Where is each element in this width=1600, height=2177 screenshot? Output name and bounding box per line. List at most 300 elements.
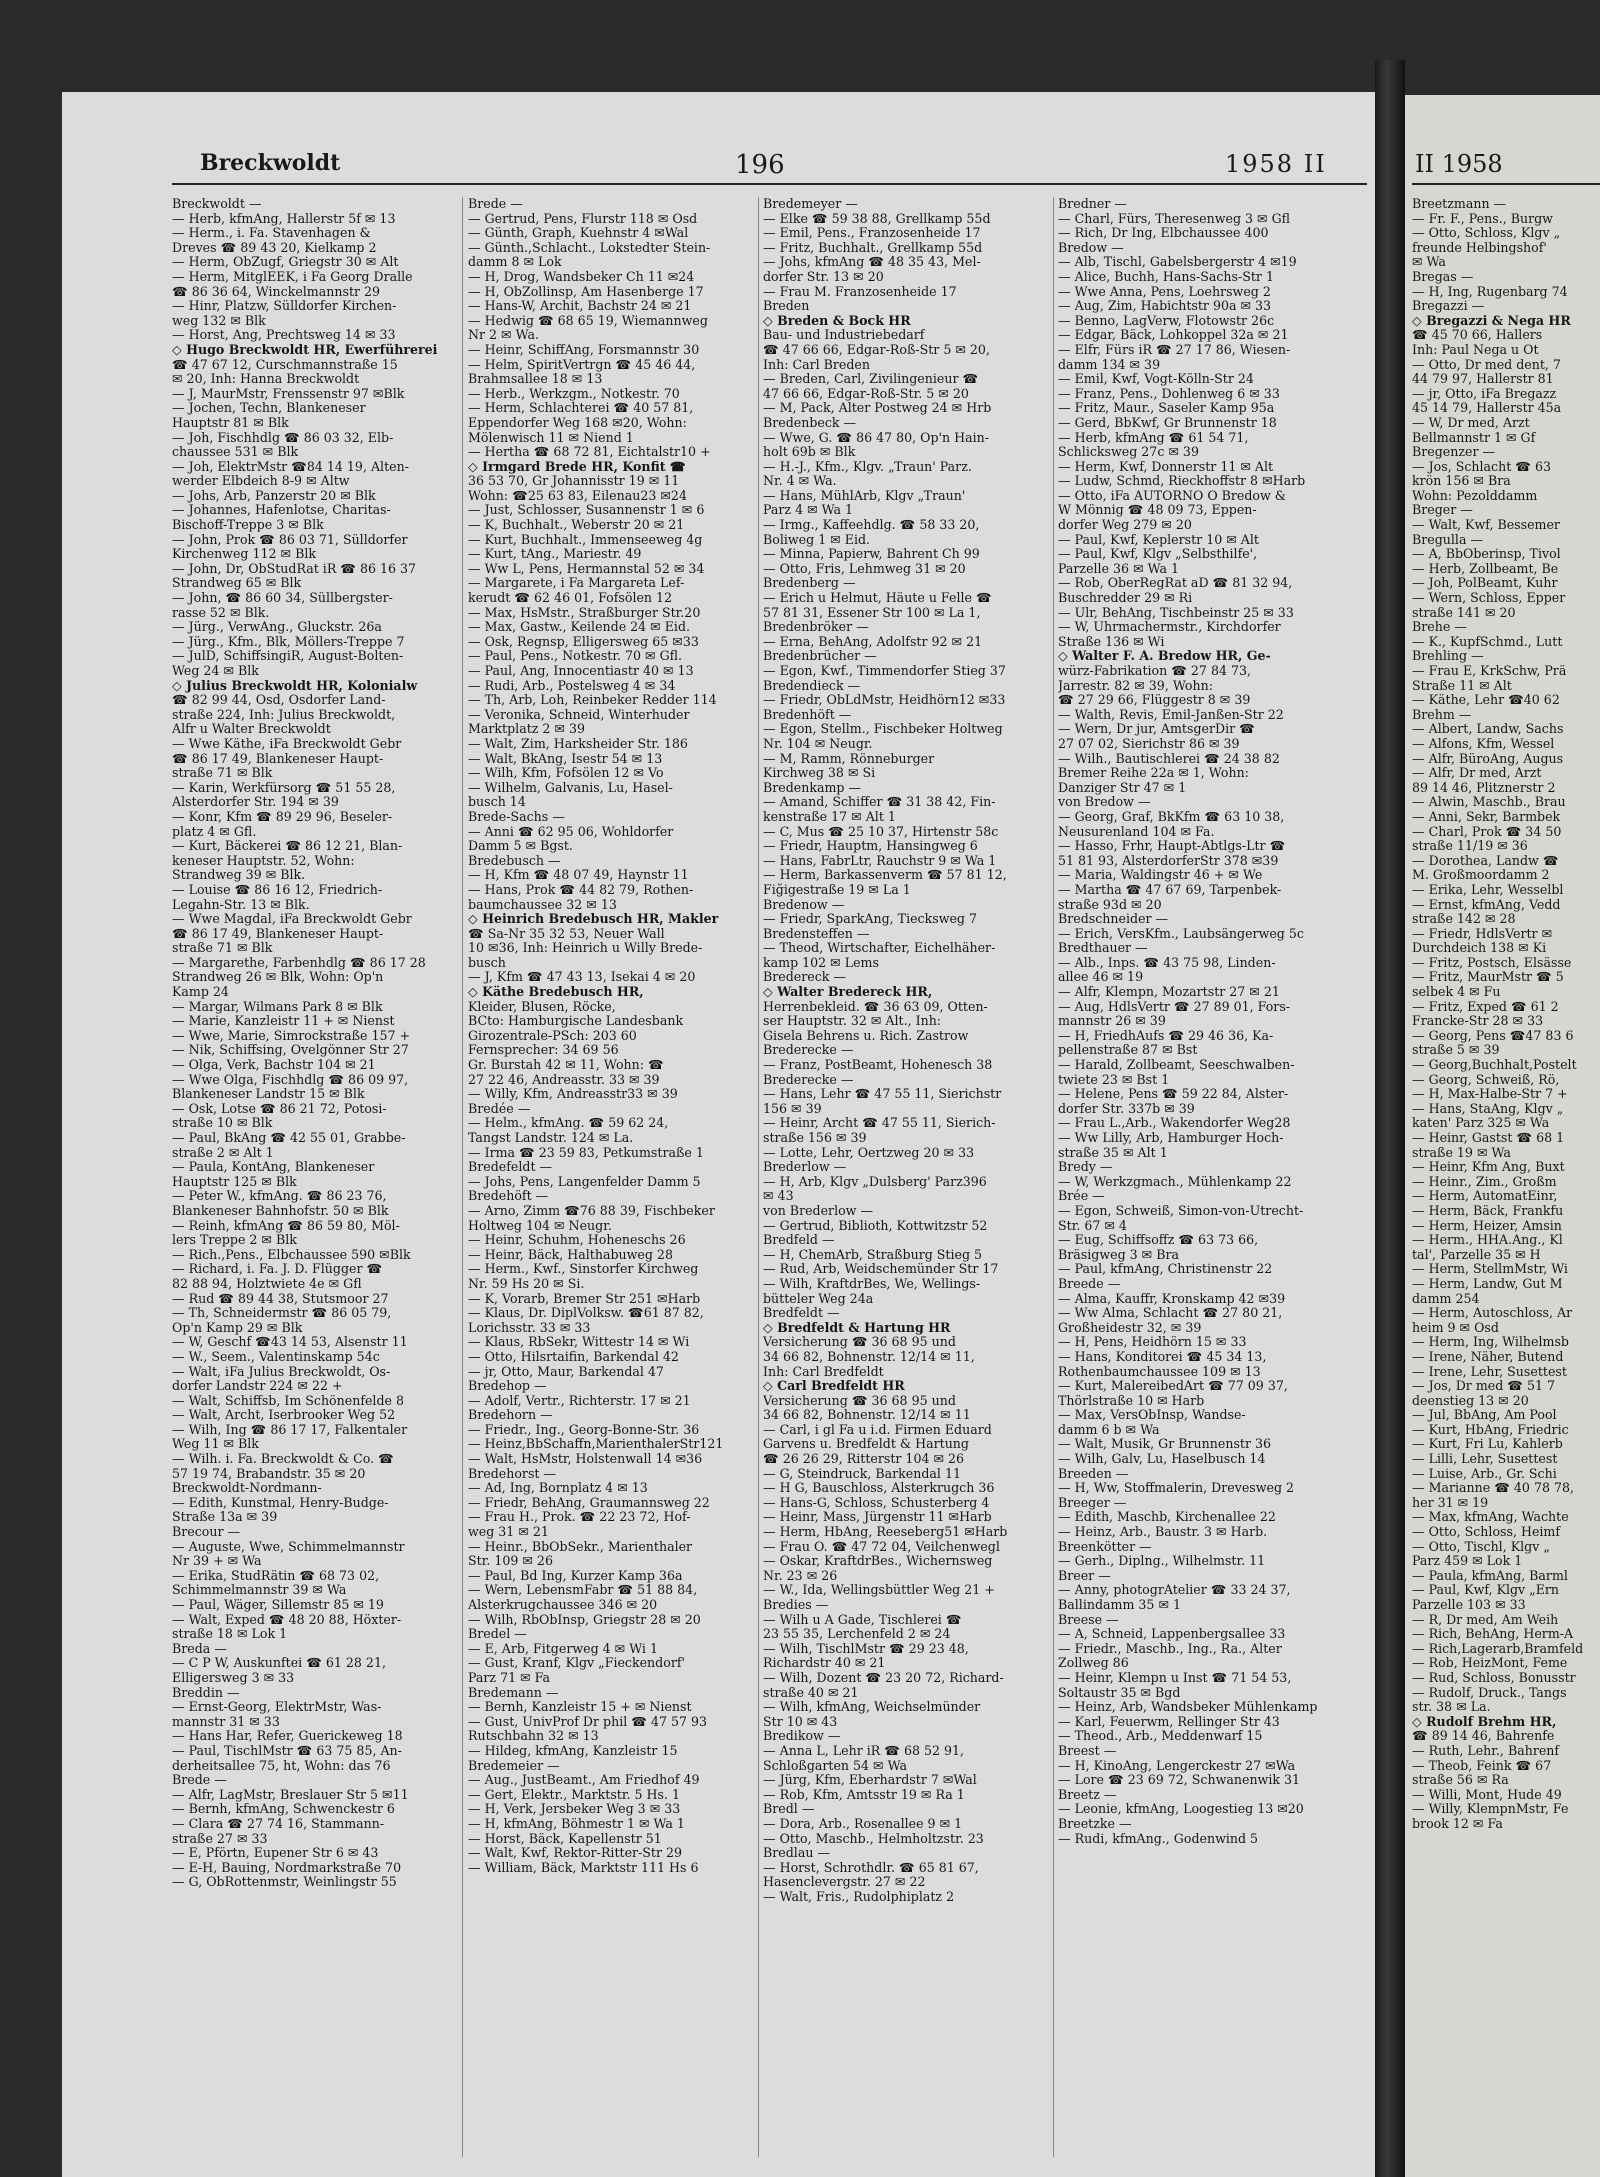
- directory-entry-line: — C P W, Auskunftei ☎ 61 28 21,: [172, 1656, 386, 1671]
- directory-entry-line: — Willy, Kfm, Andreasstr33 ✉ 39: [468, 1087, 678, 1102]
- directory-entry-line: Brede-Sachs —: [468, 809, 565, 824]
- directory-entry-line: — Herm, Landw, Gut M: [1412, 1276, 1563, 1291]
- directory-entry-line: freunde Helbingshof': [1412, 240, 1547, 255]
- directory-entry-line: — Hedwig ☎ 68 65 19, Wiemannweg: [468, 313, 708, 328]
- directory-entry-line: ☎ Sa-Nr 35 32 53, Neuer Wall: [468, 926, 665, 941]
- directory-entry-line: — Wilh, KraftdrBes, We, Wellings-: [763, 1276, 981, 1291]
- directory-entry-line: Bredenbeck —: [763, 415, 857, 430]
- directory-entry-line: — Benno, LagVerw, Flotowstr 26c: [1058, 313, 1275, 328]
- directory-entry-line: W Mönnig ☎ 48 09 73, Eppen-: [1058, 503, 1257, 518]
- directory-entry-line: — Paul, Kwf, Klgv „Selbsthilfe',: [1058, 547, 1258, 562]
- book-spine: [1375, 60, 1405, 2177]
- directory-entry-line: Richardstr 40 ✉ 21: [763, 1656, 886, 1671]
- directory-entry-line: krön 156 ✉ Bra: [1412, 474, 1511, 489]
- directory-entry-line: Nr. 104 ✉ Neugr.: [763, 736, 873, 751]
- directory-entry-line: — Wern, LebensmFabr ☎ 51 88 84,: [468, 1583, 698, 1598]
- directory-entry-line: — Th, Arb, Loh, Reinbeker Redder 114: [468, 693, 717, 708]
- directory-entry-line: — Martha ☎ 47 67 69, Tarpenbek-: [1058, 882, 1282, 897]
- directory-entry-line: — John, ☎ 86 60 34, Süllbergster-: [172, 591, 393, 606]
- directory-entry-line: — Dora, Arb., Rosenallee 9 ✉ 1: [763, 1816, 963, 1831]
- directory-entry-line: — Ernst-Georg, ElektrMstr, Was-: [172, 1700, 382, 1715]
- directory-entry-line: — E-H, Bauing, Nordmarkstraße 70: [172, 1860, 402, 1875]
- directory-entry-line: — K., KupfSchmd., Lutt: [1412, 634, 1563, 649]
- directory-entry-line: chaussee 531 ✉ Blk: [172, 445, 299, 460]
- directory-entry-line: — Hertha ☎ 68 72 81, Eichtalstr10 +: [468, 445, 711, 460]
- directory-entry-line: — Hans, StaAng, Klgv „: [1412, 1101, 1564, 1116]
- directory-entry-line: ☎ 86 36 64, Winckelmannstr 29: [172, 284, 381, 299]
- directory-entry-line: — Walt, Zim, Harksheider Str. 186: [468, 736, 688, 751]
- directory-entry-line: — H, Ing, Rugenbarg 74: [1412, 284, 1568, 299]
- facing-year-volume: II 1958: [1415, 150, 1503, 178]
- directory-entry-line: — Hasso, Frhr, Haupt-Abtlgs-Ltr ☎: [1058, 839, 1286, 854]
- directory-entry-line: — Paul, Ang, Innocentiastr 40 ✉ 13: [468, 664, 694, 678]
- directory-entry-line: Tangst Landstr. 124 ✉ La.: [468, 1131, 634, 1145]
- directory-entry-line: — Wilh, Galv, Lu, Haselbusch 14: [1058, 1452, 1266, 1467]
- directory-entry-line: — Hans, Prok ☎ 44 82 79, Rothen-: [468, 882, 694, 897]
- running-head-name: Breckwoldt: [200, 150, 341, 176]
- directory-entry-line: Nr. 4 ✉ Wa.: [763, 474, 837, 489]
- directory-entry-line: — Wwe Käthe, iFa Breckwoldt Gebr: [172, 736, 402, 751]
- directory-entry-line: Strandweg 39 ✉ Blk.: [172, 868, 306, 883]
- directory-entry-line: — Louise ☎ 86 16 12, Friedrich-: [172, 882, 383, 897]
- directory-entry-line: — H, Ww, Stoffmalerin, Drevesweg 2: [1058, 1481, 1295, 1496]
- directory-column-1: [172, 197, 457, 2162]
- directory-entry-line: Schloßgarten 54 ✉ Wa: [763, 1758, 907, 1773]
- directory-entry-line: — Alma, Kauffr, Kronskamp 42 ✉39: [1058, 1291, 1286, 1306]
- directory-entry-line: Str 10 ✉ 43: [763, 1714, 838, 1729]
- directory-entry-line: Parzelle 103 ✉ 33: [1412, 1598, 1526, 1612]
- directory-entry-line: ☎ 86 17 49, Blankeneser Haupt-: [172, 926, 384, 941]
- directory-entry-line: — Alwin, Maschb., Brau: [1412, 795, 1566, 810]
- directory-entry-line: — Paula, KontAng, Blankeneser: [172, 1160, 375, 1175]
- directory-entry-line: 89 14 46, Plitznerstr 2: [1412, 780, 1556, 795]
- directory-entry-line: Bredner —: [1058, 197, 1127, 211]
- directory-entry-line: — A, BbOberinsp, Tivol: [1412, 547, 1561, 562]
- directory-entry-line: 27 22 46, Andreasstr. 33 ✉ 39: [468, 1072, 660, 1087]
- directory-entry-line: — Herm., Kwf., Sinstorfer Kirchweg: [468, 1262, 699, 1277]
- directory-entry-line: Elligersweg 3 ✉ 33: [172, 1670, 295, 1685]
- directory-entry-line: — Joh, PolBeamt, Kuhr: [1412, 576, 1558, 591]
- directory-entry-line: — Paul, Kwf, Keplerstr 10 ✉ Alt: [1058, 532, 1259, 547]
- directory-entry-line: Holtweg 104 ✉ Neugr.: [468, 1218, 612, 1233]
- directory-entry-line: — W, Uhrmachermstr., Kirchdorfer: [1058, 620, 1281, 635]
- directory-entry-line: — John, Dr, ObStudRat iR ☎ 86 16 37: [172, 561, 417, 576]
- directory-entry-line: Inh: Paul Nega u Ot: [1412, 342, 1539, 357]
- directory-entry-line: — Otto, Dr med dent, 7: [1412, 357, 1561, 372]
- directory-entry-line: Gr. Burstah 42 ✉ 11, Wohn: ☎: [468, 1058, 664, 1073]
- directory-entry-line: — Reinh, kfmAng ☎ 86 59 80, Möl-: [172, 1218, 400, 1233]
- directory-entry-line: — Auguste, Wwe, Schimmelmannstr: [172, 1539, 405, 1554]
- directory-entry-line: — Jos, Schlacht ☎ 63: [1412, 459, 1551, 474]
- directory-entry-line: — Jochen, Techn, Blankeneser: [172, 401, 366, 416]
- directory-entry-line: straße 224, Inh: Julius Breckwoldt,: [172, 707, 396, 722]
- directory-entry-line: Dreves ☎ 89 43 20, Kielkamp 2: [172, 240, 377, 255]
- directory-entry-line: — Ww Alma, Schlacht ☎ 27 80 21,: [1058, 1306, 1283, 1321]
- directory-entry-line: 27 07 02, Sierichstr 86 ✉ 39: [1058, 736, 1240, 751]
- directory-entry-line: straße 142 ✉ 28: [1412, 912, 1516, 927]
- directory-entry-line: — Theob, Feink ☎ 67: [1412, 1758, 1552, 1773]
- directory-entry-line: — Lore ☎ 23 69 72, Schwanenwik 31: [1058, 1773, 1301, 1788]
- directory-entry-line: — Walt, Kwf, Rektor-Ritter-Str 29: [468, 1846, 683, 1861]
- directory-entry-line: — W, Geschf ☎43 14 53, Alsenstr 11: [172, 1335, 408, 1350]
- directory-entry-line: Rothenbaumchaussee 109 ✉ 13: [1058, 1364, 1261, 1379]
- directory-entry-line: — Paul, TischlMstr ☎ 63 75 85, An-: [172, 1743, 402, 1758]
- directory-entry-line: Inh: Carl Breden: [763, 357, 870, 372]
- directory-entry-line: Nr 2 ✉ Wa.: [468, 328, 539, 343]
- directory-entry-line: — Paul, Kwf, Klgv „Ern: [1412, 1583, 1560, 1598]
- directory-entry-line: — Walt, HsMstr, Holstenwall 14 ✉36: [468, 1452, 703, 1467]
- directory-entry-line: rasse 52 ✉ Blk.: [172, 605, 270, 620]
- directory-entry-line: — Kurt, tAng., Mariestr. 49: [468, 547, 642, 562]
- directory-entry-line: — Rich.,Pens., Elbchaussee 590 ✉Blk: [172, 1247, 411, 1262]
- directory-entry-line: damm 254: [1412, 1291, 1480, 1306]
- directory-entry-line: Fiğigestraße 19 ✉ La 1: [763, 882, 911, 897]
- directory-entry-line: — Aug., JustBeamt., Am Friedhof 49: [468, 1773, 700, 1788]
- directory-entry-line: — Aug, Zim, Habichtstr 90a ✉ 33: [1058, 299, 1272, 314]
- directory-entry-line: — Wern, Dr jur, AmtsgerDir ☎: [1058, 722, 1255, 737]
- directory-entry-line: Breer —: [1058, 1568, 1111, 1583]
- directory-entry-line: — Wilh, Ing ☎ 86 17 17, Falkentaler: [172, 1422, 408, 1437]
- directory-entry-line: Bredschneider —: [1058, 912, 1169, 927]
- directory-entry-line: — Heinr, Gastst ☎ 68 1: [1412, 1131, 1565, 1145]
- directory-entry-line: Bredy —: [1058, 1160, 1113, 1175]
- directory-entry-line: Straße 13a ✉ 39: [172, 1510, 278, 1525]
- directory-entry-line: kerudt ☎ 62 46 01, Fofsölen 12: [468, 591, 673, 606]
- directory-entry-line: — Walth, Revis, Emil-Janßen-Str 22: [1058, 707, 1284, 722]
- directory-column-3: [763, 197, 1048, 2162]
- directory-entry-line: — Käthe, Lehr ☎40 62: [1412, 693, 1560, 708]
- directory-entry-line: — Elfr, Fürs iR ☎ 27 17 86, Wiesen-: [1058, 342, 1291, 357]
- directory-entry-line: — Heinz, Arb, Wandsbeker Mühlenkamp: [1058, 1700, 1318, 1715]
- directory-entry-line: — Irene, Näher, Butend: [1412, 1349, 1564, 1364]
- directory-entry-line: — M, Pack, Alter Postweg 24 ✉ Hrb: [763, 401, 992, 416]
- directory-entry-line: — Herm., HHA.Ang., Kl: [1412, 1233, 1563, 1248]
- directory-entry-line: ✉ 43: [763, 1189, 794, 1204]
- directory-entry-line: Strandweg 65 ✉ Blk: [172, 576, 302, 591]
- directory-entry-line: 36 53 70, Gr Johannisstr 19 ✉ 11: [468, 474, 680, 489]
- directory-entry-line: von Brederlow —: [763, 1203, 874, 1218]
- directory-entry-line: Bau- und Industriebedarf: [763, 328, 925, 343]
- directory-entry-line: — Rud, Arb, Weidschemünder Str 17: [763, 1262, 999, 1277]
- directory-entry-line: — Erika, StudRätin ☎ 68 73 02,: [172, 1568, 380, 1583]
- directory-entry-line: bütteler Weg 24a: [763, 1291, 874, 1306]
- directory-entry-line: — Breden, Carl, Zivilingenieur ☎: [763, 372, 979, 387]
- directory-entry-line: — Kurt, Bäckerei ☎ 86 12 21, Blan-: [172, 839, 403, 854]
- directory-entry-line: Thörlstraße 10 ✉ Harb: [1058, 1393, 1205, 1408]
- directory-entry-line: — Anni ☎ 62 95 06, Wohldorfer: [468, 824, 674, 839]
- directory-entry-line: Bredenbrücher —: [763, 649, 877, 664]
- directory-entry-line: — Herm, MitglEEK, i Fa Georg Dralle: [172, 269, 413, 284]
- directory-entry-line: mannstr 26 ✉ 39: [1058, 1014, 1166, 1029]
- directory-entry-line: derheitsallee 75, ht, Wohn: das 76: [172, 1758, 391, 1773]
- directory-entry-line: — Wwe Anna, Pens, Loehrsweg 2: [1058, 284, 1271, 299]
- directory-entry-line: straße 35 ✉ Alt 1: [1058, 1145, 1168, 1160]
- directory-entry-line: Blankeneser Bahnhofstr. 50 ✉ Blk: [172, 1203, 389, 1218]
- directory-entry-line: Bredfeldt —: [763, 1306, 840, 1321]
- directory-entry-line: — Emil, Kwf, Vogt-Kölln-Str 24: [1058, 372, 1254, 387]
- directory-entry-line: — Herb., Werkzgm., Notkestr. 70: [468, 386, 680, 401]
- directory-entry-line: weg 132 ✉ Blk: [172, 313, 266, 328]
- directory-entry-line: — H, FriedhAufs ☎ 29 46 36, Ka-: [1058, 1028, 1274, 1043]
- directory-entry-line: Bredikow —: [763, 1729, 841, 1744]
- directory-entry-line: von Bredow —: [1058, 795, 1151, 810]
- directory-entry-line: Ballindamm 35 ✉ 1: [1058, 1598, 1182, 1612]
- directory-entry-line: Brederecke —: [763, 1043, 854, 1058]
- directory-entry-line: dorfer Str. 13 ✉ 20: [763, 269, 884, 284]
- directory-entry-line: Bischoff-Treppe 3 ✉ Blk: [172, 518, 324, 533]
- directory-entry-line: — Anni, Sekr, Barmbek: [1412, 809, 1561, 824]
- directory-entry-line: Bredenberg —: [763, 576, 856, 591]
- directory-entry-line: — H, ChemArb, Straßburg Stieg 5: [763, 1247, 983, 1262]
- directory-entry-line: — Alfr, LagMstr, Breslauer Str 5 ✉11: [172, 1787, 409, 1802]
- directory-entry-line: Versicherung ☎ 36 68 95 und: [763, 1393, 956, 1408]
- directory-entry-line: straße 10 ✉ Blk: [172, 1116, 273, 1131]
- directory-entry-line: busch 14: [468, 795, 526, 810]
- directory-entry-line: — Gerd, BbKwf, Gr Brunnenstr 18: [1058, 415, 1277, 430]
- directory-entry-line: damm 8 ✉ Lok: [468, 255, 562, 270]
- directory-entry-line: Bredthauer —: [1058, 941, 1148, 956]
- directory-entry-line: — Herm, Schlachterei ☎ 40 57 81,: [468, 401, 694, 416]
- directory-entry-line: — Irmg., Kaffeehdlg. ☎ 58 33 20,: [763, 518, 980, 533]
- directory-entry-line: Bredebusch —: [468, 853, 561, 868]
- directory-entry-line: — Herb, kfmAng, Hallerstr 5f ✉ 13: [172, 211, 396, 226]
- directory-entry-line: — Gert, Elektr., Marktstr. 5 Hs. 1: [468, 1787, 680, 1802]
- directory-entry-line: — Rudi, kfmAng., Godenwind 5: [1058, 1831, 1259, 1846]
- directory-entry-line: — G, ObRottenmstr, Weinlingstr 55: [172, 1875, 397, 1890]
- directory-entry-line: — Günth.,Schlacht., Lokstedter Stein-: [468, 240, 711, 255]
- directory-entry-line: — Kurt, MalereibedArt ☎ 77 09 37,: [1058, 1379, 1288, 1394]
- directory-entry-line: damm 6 b ✉ Wa: [1058, 1422, 1160, 1437]
- directory-entry-line: — Rich, Dr Ing, Elbchaussee 400: [1058, 226, 1269, 241]
- directory-entry-line: 57 81 31, Essener Str 100 ✉ La 1,: [763, 605, 981, 620]
- directory-entry-line: — Gust, UnivProf Dr phil ☎ 47 57 93: [468, 1714, 708, 1729]
- directory-entry-line: — Rob, HeizMont, Feme: [1412, 1656, 1568, 1671]
- directory-entry-line: — Margar, Wilmans Park 8 ✉ Blk: [172, 999, 383, 1014]
- directory-entry-line: Bredefeldt —: [468, 1160, 553, 1175]
- directory-entry-line: Bredemann —: [468, 1685, 559, 1700]
- directory-entry-line: — Heinr., BbObSekr., Marienthaler: [468, 1539, 693, 1554]
- directory-entry-line: — W., Ida, Wellingsbüttler Weg 21 +: [763, 1583, 995, 1598]
- directory-entry-line: — Hinr, Platzw, Sülldorfer Kirchen-: [172, 299, 397, 314]
- directory-entry-line: — Gust, Kranf, Klgv „Fieckendorf': [468, 1656, 685, 1671]
- directory-entry-line: — Johs, Arb, Panzerstr 20 ✉ Blk: [172, 488, 376, 503]
- directory-entry-line: — Herm, Ing, Wilhelmsb: [1412, 1335, 1569, 1350]
- directory-entry-line: — Max, Gastw., Keilende 24 ✉ Eid.: [468, 620, 691, 635]
- directory-entry-line: — Kurt, Fri Lu, Kahlerb: [1412, 1437, 1563, 1452]
- directory-entry-line: Brede —: [468, 197, 523, 211]
- directory-entry-line: — Hans, FabrLtr, Rauchstr 9 ✉ Wa 1: [763, 853, 997, 868]
- directory-entry-line: — Wilh, Kfm, Fofsölen 12 ✉ Vo: [468, 766, 664, 781]
- directory-entry-line: Bredemeier —: [468, 1758, 560, 1773]
- directory-entry-line: — H, Verk, Jersbeker Weg 3 ✉ 33: [468, 1802, 681, 1817]
- directory-entry-line: — Leonie, kfmAng, Loogestieg 13 ✉20: [1058, 1802, 1304, 1817]
- directory-entry-line: — Otto, Schloss, Klgv „: [1412, 226, 1561, 241]
- directory-entry-line: — Gertrud, Pens, Flurstr 118 ✉ Osd: [468, 211, 698, 226]
- directory-entry-line: dorfer Landstr 224 ✉ 22 +: [172, 1379, 343, 1394]
- directory-entry-line: — Ad, Ing, Bornplatz 4 ✉ 13: [468, 1481, 648, 1496]
- directory-entry-line: — Anny, photogrAtelier ☎ 33 24 37,: [1058, 1583, 1291, 1598]
- directory-entry-line: Bredendieck —: [763, 678, 861, 693]
- directory-entry-line: — Frau H., Prok. ☎ 22 23 72, Hof-: [468, 1510, 691, 1525]
- directory-entry-line: Bredehop —: [468, 1379, 547, 1394]
- directory-entry-line: werder Elbdeich 8-9 ✉ Altw: [172, 474, 350, 489]
- directory-entry-line: — Charl, Fürs, Theresenweg 3 ✉ Gfl: [1058, 211, 1291, 226]
- directory-entry-line: — Georg, Schweiß, Rö,: [1412, 1072, 1560, 1087]
- directory-entry-line: — Horst, Ang, Prechtsweg 14 ✉ 33: [172, 328, 396, 343]
- directory-entry-line: — Paul, Wäger, Sillemstr 85 ✉ 19: [172, 1598, 384, 1612]
- directory-entry-line: Op'n Kamp 29 ✉ Blk: [172, 1320, 303, 1335]
- directory-entry-line: — H, KinoAng, Lengerckestr 27 ✉Wa: [1058, 1758, 1296, 1773]
- directory-entry-line: Kleider, Blusen, Röcke,: [468, 999, 616, 1014]
- directory-entry-line: — Herm, Heizer, Amsin: [1412, 1218, 1562, 1233]
- directory-entry-line: Bregenzer —: [1412, 445, 1496, 460]
- directory-entry-line: Brederlow —: [763, 1160, 847, 1175]
- directory-entry-line: Legahn-Str. 13 ✉ Blk.: [172, 897, 310, 912]
- directory-entry-line: — Max, kfmAng, Wachte: [1412, 1510, 1569, 1525]
- directory-entry-line: straße 56 ✉ Ra: [1412, 1773, 1509, 1788]
- directory-entry-line: Bräsigweg 3 ✉ Bra: [1058, 1247, 1179, 1262]
- directory-entry-line: Breetzmann —: [1412, 197, 1507, 211]
- directory-entry-line: — Wilh, RbObInsp, Griegstr 28 ✉ 20: [468, 1612, 701, 1627]
- directory-entry-line: straße 2 ✉ Alt 1: [172, 1145, 274, 1160]
- directory-entry-line: — H, Max-Halbe-Str 7 +: [1412, 1087, 1568, 1102]
- directory-entry-line: — Carl, i gl Fa u i.d. Firmen Eduard: [763, 1422, 992, 1437]
- directory-entry-line: — Otto, Fris, Lehmweg 31 ✉ 20: [763, 561, 966, 576]
- directory-entry-line: — Irene, Lehr, Susettest: [1412, 1364, 1567, 1379]
- directory-entry-line: Hauptstr 125 ✉ Blk: [172, 1174, 297, 1189]
- directory-entry-line: — Walt, Kwf, Bessemer: [1412, 518, 1560, 533]
- directory-entry-line: Bregas —: [1412, 269, 1474, 284]
- directory-entry-line: — Herm, Kwf, Donnerstr 11 ✉ Alt: [1058, 459, 1274, 474]
- directory-entry-line: Straße 11 ✉ Alt: [1412, 678, 1512, 693]
- directory-entry-line: Herrenbekleid. ☎ 36 63 09, Otten-: [763, 999, 988, 1014]
- directory-entry-line: Bredensteffen —: [763, 926, 870, 941]
- facing-header-rule: [1412, 183, 1600, 185]
- directory-entry-line: — Minna, Papierw, Bahrent Ch 99: [763, 547, 980, 562]
- directory-entry-line: — JulD, SchiffsingiR, August-Bolten-: [172, 649, 404, 664]
- directory-entry-line: — Friedr, BehAng, Graumannsweg 22: [468, 1495, 710, 1510]
- directory-entry-line: brook 12 ✉ Fa: [1412, 1816, 1503, 1831]
- directory-entry-line: Blankeneser Landstr 15 ✉ Blk: [172, 1087, 365, 1102]
- directory-entry-line: — Jürg, Kfm, Eberhardstr 7 ✉Wal: [763, 1773, 977, 1788]
- directory-entry-line: — Ernst, kfmAng, Vedd: [1412, 897, 1561, 912]
- directory-entry-line: Straße 136 ✉ Wi: [1058, 634, 1165, 649]
- directory-entry-line: — Friedr, ObLdMstr, Heidhörn12 ✉33: [763, 693, 1006, 708]
- directory-entry-line: Bredfeld —: [763, 1233, 835, 1248]
- directory-entry-line: — Johs, Pens, Langenfelder Damm 5: [468, 1174, 701, 1189]
- directory-entry-line: — Wwe, G. ☎ 86 47 80, Op'n Hain-: [763, 430, 990, 445]
- directory-entry-line: — Herb, Zollbeamt, Be: [1412, 561, 1559, 576]
- directory-entry-line: — Egon, Schweiß, Simon-von-Utrecht-: [1058, 1203, 1304, 1218]
- directory-entry-line: — Franz, Pens., Dohlenweg 6 ✉ 33: [1058, 386, 1280, 401]
- directory-entry-line: — Helene, Pens ☎ 59 22 84, Alster-: [1058, 1087, 1289, 1102]
- directory-entry-line: — Irma ☎ 23 59 83, Petkumstraße 1: [468, 1145, 704, 1160]
- directory-entry-line: Durchdeich 138 ✉ Ki: [1412, 941, 1547, 956]
- directory-entry-line: — W., Seem., Valentinskamp 54c: [172, 1349, 380, 1364]
- directory-entry-line: — Friedr, SparkAng, Tiecksweg 7: [763, 912, 978, 927]
- directory-entry-line: Versicherung ☎ 36 68 95 und: [763, 1335, 956, 1350]
- directory-entry-line: — Jul, BbAng, Am Pool: [1412, 1408, 1557, 1423]
- directory-entry-line: ☎ 45 70 66, Hallers: [1412, 328, 1543, 343]
- directory-entry-line: — Fritz, Exped ☎ 61 2: [1412, 999, 1559, 1014]
- directory-entry-line: — Herm, AutomatEinr,: [1412, 1189, 1558, 1204]
- directory-entry-line: Nr. 59 Hs 20 ✉ Si.: [468, 1276, 585, 1291]
- directory-entry-line: — A, Schneid, Lappenbergsallee 33: [1058, 1627, 1286, 1642]
- directory-entry-line: — Veronika, Schneid, Winterhuder: [468, 707, 690, 722]
- directory-entry-line: 34 66 82, Bohnenstr. 12/14 ✉ 11,: [763, 1349, 975, 1364]
- directory-entry-line: — W, Werkzgmach., Mühlenkamp 22: [1058, 1174, 1292, 1189]
- directory-entry-line: keneser Hauptstr. 52, Wohn:: [172, 853, 355, 868]
- directory-entry-line: — Erich u Helmut, Häute u Felle ☎: [763, 591, 992, 606]
- directory-entry-line: Inh: Carl Bredfeldt: [763, 1364, 884, 1379]
- directory-entry-line: Brahmsallee 18 ✉ 13: [468, 372, 603, 387]
- directory-entry-line: Breckwoldt-Nordmann-: [172, 1481, 322, 1496]
- directory-entry-line: — Herm, ObZugf, Griegstr 30 ✉ Alt: [172, 255, 399, 270]
- directory-entry-line: — Fr. F., Pens., Burgw: [1412, 211, 1553, 226]
- directory-entry-line: 47 66 66, Edgar-Roß-Str. 5 ✉ 20: [763, 386, 969, 401]
- directory-entry-line: — Helm, SpiritVertrgn ☎ 45 46 44,: [468, 357, 696, 372]
- directory-entry-line: — Wilh. i. Fa. Breckwoldt & Co. ☎: [172, 1452, 394, 1467]
- directory-entry-line: — Alice, Buchh, Hans-Sachs-Str 1: [1058, 269, 1274, 284]
- directory-entry-line: ◇ Carl Bredfeldt HR: [763, 1379, 905, 1394]
- directory-entry-line: — Paul, kfmAng, Christinenstr 22: [1058, 1262, 1273, 1277]
- directory-entry-line: damm 134 ✉ 39: [1058, 357, 1161, 372]
- year-volume: 1958 II: [1225, 150, 1327, 178]
- directory-entry-line: Lorichsstr. 33 ✉ 33: [468, 1320, 591, 1335]
- directory-entry-line: straße 19 ✉ Wa: [1412, 1145, 1511, 1160]
- directory-entry-line: — Alb, Tischl, Gabelsbergerstr 4 ✉19: [1058, 255, 1297, 270]
- directory-entry-line: Breeger —: [1058, 1495, 1127, 1510]
- directory-entry-line: BCto: Hamburgische Landesbank: [468, 1014, 684, 1029]
- facing-page-column: [1412, 197, 1600, 2162]
- directory-entry-line: straße 141 ✉ 20: [1412, 605, 1516, 620]
- directory-entry-line: — Albert, Landw, Sachs: [1412, 722, 1564, 737]
- directory-entry-line: — Wilh, TischlMstr ☎ 29 23 48,: [763, 1641, 969, 1656]
- directory-entry-line: — Klaus, Dr. DiplVolksw. ☎61 87 82,: [468, 1306, 704, 1321]
- directory-entry-line: Breese —: [1058, 1612, 1119, 1627]
- directory-entry-line: ✉ 20, Inh: Hanna Breckwoldt: [172, 372, 360, 387]
- directory-entry-line: Bredl —: [763, 1802, 815, 1817]
- directory-entry-line: Bredow —: [1058, 240, 1124, 255]
- directory-entry-line: — Erich, VersKfm., Laubsängerweg 5c: [1058, 926, 1304, 941]
- directory-entry-line: — Max, VersObInsp, Wandse-: [1058, 1408, 1246, 1423]
- directory-entry-line: Parz 459 ✉ Lok 1: [1412, 1554, 1523, 1569]
- directory-entry-line: — Klaus, RbSekr, Wittestr 14 ✉ Wi: [468, 1335, 690, 1350]
- directory-entry-line: Nr 39 + ✉ Wa: [172, 1554, 262, 1569]
- directory-entry-line: — Charl, Prok ☎ 34 50: [1412, 824, 1562, 839]
- directory-entry-line: Bregulla —: [1412, 532, 1484, 547]
- directory-entry-line: straße 71 ✉ Blk: [172, 941, 273, 956]
- directory-entry-line: — Frau E, KrkSchw, Prä: [1412, 664, 1567, 678]
- directory-entry-line: — Nik, Schiffsing, Övelgönner Str 27: [172, 1043, 409, 1058]
- directory-entry-line: ◇ Julius Breckwoldt HR, Kolonialw: [172, 678, 418, 693]
- directory-entry-line: Bredenhöft —: [763, 707, 852, 722]
- directory-entry-line: — Wwe Magdal, iFa Breckwoldt Gebr: [172, 912, 412, 927]
- directory-entry-line: straße 71 ✉ Blk: [172, 766, 273, 781]
- directory-entry-line: — Hans, Lehr ☎ 47 55 11, Sierichstr: [763, 1087, 1002, 1102]
- directory-entry-line: — Emil, Pens., Franzosenheide 17: [763, 226, 981, 241]
- directory-entry-line: — Alfr, BüroAng, Augus: [1412, 751, 1564, 766]
- directory-entry-line: — Friedr., Maschb., Ing., Ra., Alter: [1058, 1641, 1282, 1656]
- directory-entry-line: Mölenwisch 11 ✉ Niend 1: [468, 430, 634, 445]
- directory-entry-line: Bredehorst —: [468, 1466, 557, 1481]
- directory-entry-line: — Theod, Wirtschafter, Eichelhäher-: [763, 941, 996, 956]
- directory-entry-line: — Heinr, Archt ☎ 47 55 11, Sierich-: [763, 1116, 996, 1131]
- directory-entry-line: Bregazzi —: [1412, 299, 1485, 314]
- directory-entry-line: Bredemeyer —: [763, 197, 858, 211]
- directory-entry-line: Francke-Str 28 ✉ 33: [1412, 1014, 1544, 1029]
- directory-entry-line: — H, Kfm ☎ 48 07 49, Haynstr 11: [468, 868, 689, 883]
